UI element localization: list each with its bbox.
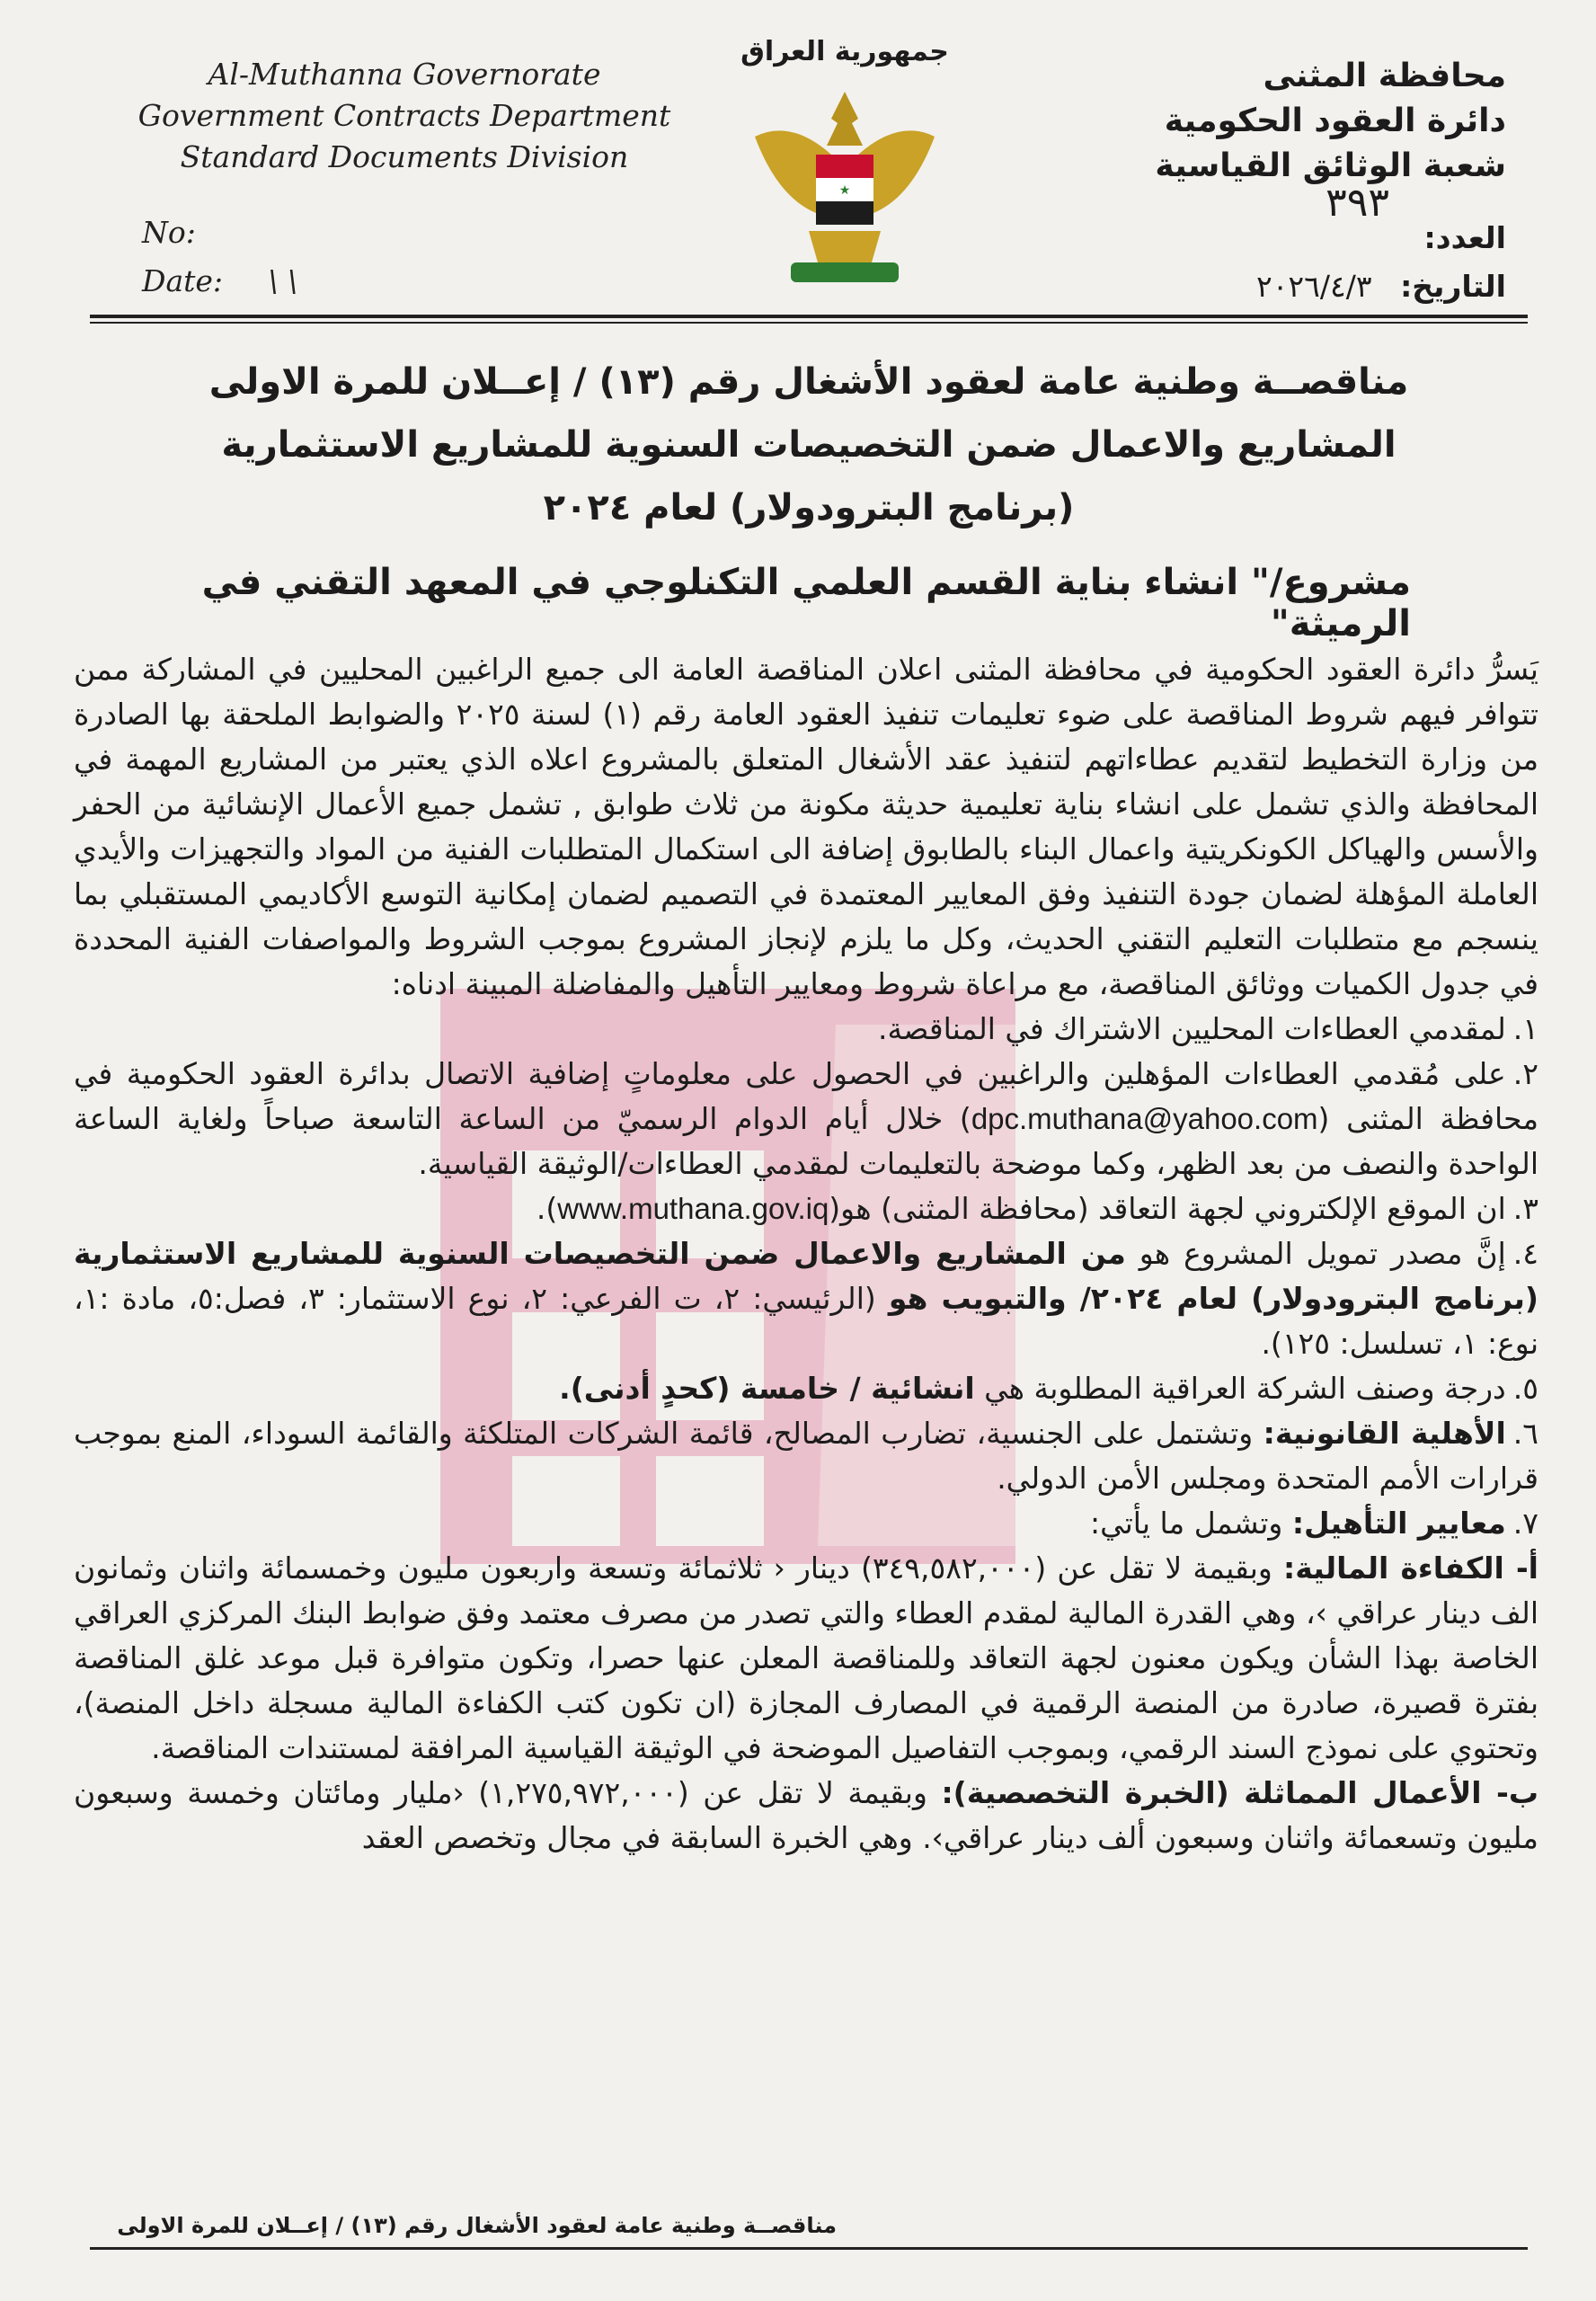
list-item-3: ٣.ان الموقع الإلكتروني لجهة التعاقد (محافظة المثنى) هو(www.muthana.gov.iq).: [536, 1191, 1538, 1226]
arabic-date-label: التاريخ:: [1400, 269, 1506, 304]
title-line1: مناقصــة وطنية عامة لعقود الأشغال رقم (١٣) / إعــلان للمرة الاولى: [208, 361, 1409, 403]
arabic-ref-block: [1256, 214, 1506, 311]
handwritten-number: ٣٩٣: [1326, 180, 1389, 226]
footer-divider: [90, 2247, 1528, 2250]
contact-email-link[interactable]: dpc.muthana@yahoo.com: [971, 1102, 1318, 1135]
list-item-1: ١.لمقدمي العطاءات المحليين الاشتراك في المناقصة.: [878, 1011, 1538, 1046]
list-subitem-b: ب- الأعمال المماثلة (الخبرة التخصصية): وبقيمة لا تقل عن (١,٢٧٥,٩٧٢,٠٠٠) ‹مليار ومائتان وخمسة وسبعون مليون وتسعمائة واثنان وسبعون ألف دينار عراقي›. وهي الخبرة السابقة في مجال وتخصص العقد: [74, 1775, 1538, 1855]
project-name: مشروع/" انشاء بناية القسم العلمي التكنلوجي في المعهد التقني في الرميثة": [201, 562, 1411, 644]
title-line3: (برنامج البترودولار) لعام ٢٠٢٤: [543, 487, 1075, 529]
english-date-label: Date:: [142, 263, 224, 298]
english-ref-block: [142, 209, 297, 306]
list-item-6: ٦.الأهلية القانونية: وتشتمل على الجنسية، تضارب المصالح، قائمة الشركات المتلكئة والقائمة السوداء، المنع بموجب قرارات الأمم المتحدة ومجلس الأمن الدولي.: [74, 1416, 1538, 1496]
page-footer: مناقصــة وطنية عامة لعقود الأشغال رقم (١٣) / إعــلان للمرة الاولى: [117, 2213, 837, 2238]
website-link[interactable]: www.muthana.gov.iq: [557, 1192, 829, 1225]
title-line2: المشاريع والاعمال ضمن التخصيصات السنوية للمشاريع الاستثمارية: [221, 424, 1396, 466]
intro-paragraph: يَسرُّ دائرة العقود الحكومية في محافظة المثنى اعلان المناقصة العامة الى جميع الراغبين المحليين في المشاركة ممن تتوافر فيهم شروط المناقصة على ضوء تعليمات تنفيذ العقود العامة رقم (١) لسنة ٢٠٢٥ والضوابط الملحقة بها الصادرة من وزارة التخطيط لتقديم عطاءاتهم لتنفيذ عقد الأشغال المتعلق بالمشروع اعلاه الذي يعتبر من المشاريع المهمة في المحافظة والذي تشمل على انشاء بناية تعليمية حديثة مكونة من ثلاث طوابق , تشمل جميع الأعمال الإنشائية من الحفر والأسس والهياكل الكونكريتية واعمال البناء بالطابوق إضافة الى استكمال المتطلبات الفنية من المواد والتجهيزات والأيدي العاملة المؤهلة لضمان جودة التنفيذ وفق المعايير المعتمدة في التصميم لضمان إمكانية التوسع الأكاديمي المستقبلي بما ينسجم مع متطلبات التعليم التقني الحديث، وكل ما يلزم لإنجاز المشروع بموجب الشروط والمواصفات الفنية المحددة في جدول الكميات ووثائق المناقصة، مع مراعاة شروط ومعايير التأهيل والمفاضلة المبينة ادناه:: [74, 652, 1538, 1001]
arabic-header-line1: محافظة المثنى: [1263, 58, 1506, 94]
arabic-header-line3: شعبة الوثائق القياسية: [1155, 147, 1506, 184]
arabic-date-value: ٢٠٢٦/٤/٣: [1255, 269, 1372, 304]
english-header-line1: Al-Muthanna Governorate: [208, 57, 601, 92]
arabic-header-line2: دائرة العقود الحكومية: [1164, 102, 1506, 139]
list-item-2: ٢.على مُقدمي العطاءات المؤهلين والراغبين في الحصول على معلوماتٍ إضافية الاتصال بدائرة العقود الحكومية في محافظة المثنى (dpc.muthana@yahoo.com) خلال أيام الدوام الرسميّ من الساعة التاسعة صباحاً ولغاية الساعة الواحدة والنصف من بعد الظهر، وكما موضحة بالتعليمات لمقدمي العطاءات/الوثيقة القياسية.: [74, 1056, 1539, 1181]
list-item-4: ٤.إنَّ مصدر تمويل المشروع هو من المشاريع والاعمال ضمن التخصيصات السنوية للمشاريع الاستثمارية (برنامج البترودولار) لعام ٢٠٢٤/ والتبويب هو (الرئيسي: ٢، ت الفرعي: ٢، نوع الاستثمار: ٣، فصل:٥، مادة :١، نوع: ١، تسلسل: ١٢٥).: [74, 1236, 1539, 1361]
arabic-header: [1075, 54, 1506, 189]
header-divider-thin: [90, 322, 1528, 324]
english-header-line2: Government Contracts Department: [137, 98, 671, 133]
iraq-eagle-emblem-icon: [746, 83, 944, 289]
announcement-body: [74, 647, 1538, 1861]
svg-text:★: ★: [838, 183, 851, 198]
arabic-no-label: العدد:: [1423, 220, 1506, 255]
list-subitem-a: أ- الكفاءة المالية: وبقيمة لا تقل عن (٣٤٩,٥٨٢,٠٠٠) دينار ‹ ثلاثمائة وتسعة واربعون مليون وخمسمائة واثنان وثمانون الف دينار عراقي ›، وهي القدرة المالية لمقدم العطاء والتي تصدر من مصرف معتمد وفق ضوابط البنك المركزي العراقي الخاصة بهذا الشأن ويكون معنون لجهة التعاقد وللمناقصة المعلن عنها حصرا، وتكون متوافرة قبل موعد غلق المناقصة بفترة قصيرة، صادرة من المنصة الرقمية في المصارف المجازة (ان تكون كتب الكفاءة المالية مسجلة داخل المنصة)، وتحتوي على نموذج السند الرقمي، وبموجب التفاصيل الموضحة في الوثيقة القياسية المرافقة لمستندات المناقصة.: [74, 1550, 1538, 1765]
english-header: [99, 54, 710, 178]
list-item-5: ٥.درجة وصنف الشركة العراقية المطلوبة هي انشائية / خامسة (كحدٍ أدنى).: [559, 1371, 1538, 1406]
announcement-title: [108, 351, 1510, 539]
english-header-line3: Standard Documents Division: [180, 139, 629, 174]
emblem-caption: جمهورية العراق: [740, 36, 949, 67]
list-item-7: ٧.معايير التأهيل: وتشمل ما يأتي:: [1089, 1506, 1538, 1541]
english-no-label: No:: [142, 215, 196, 250]
english-date-value: \ \: [268, 263, 298, 298]
header-divider: [90, 315, 1528, 318]
